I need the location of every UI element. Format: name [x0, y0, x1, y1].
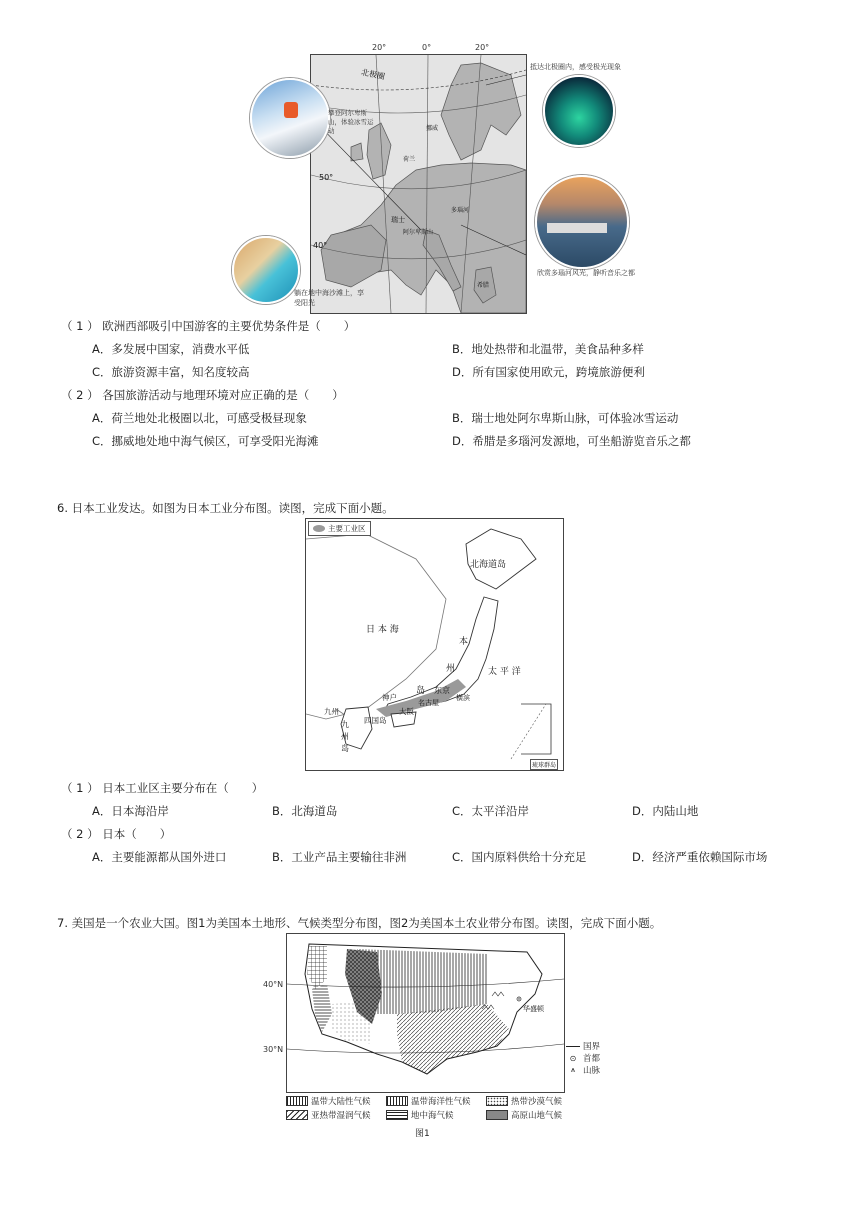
label-honshu-1: 本 [459, 637, 469, 647]
label-osaka: 大阪 [399, 707, 414, 716]
label-greece: 希腊 [477, 282, 490, 289]
side-legend-border-label: 国界 [583, 1042, 601, 1052]
usa-side-legend [566, 1040, 600, 1076]
q5-sub1-option-c[interactable]: C．旅游资源丰富，知名度较高 [92, 365, 250, 379]
label-hokkaido: 北海道岛 [470, 560, 507, 570]
legend-subtropical-label: 亚热带湿润气候 [311, 1111, 371, 1121]
label-kyushu-3: 岛 [341, 744, 349, 753]
legend-mediterranean [386, 1109, 454, 1121]
label-netherlands: 荷兰 [403, 156, 416, 163]
usa-map [286, 933, 565, 1093]
q6-sub1-option-c[interactable]: C．太平洋沿岸 [452, 804, 530, 818]
legend-continental [286, 1095, 371, 1107]
label-pacific: 太 平 洋 [488, 667, 521, 677]
europe-map [310, 54, 527, 314]
map-stamp: 琉球群岛 [530, 759, 558, 770]
lon-label-0: 0° [422, 43, 432, 52]
lat-label-40n: 40°N [263, 980, 284, 989]
label-kyushu: 九州 [324, 707, 339, 716]
q5-sub2-option-d[interactable]: D．希腊是多瑙河发源地，可坐船游览音乐之都 [452, 434, 691, 448]
label-sea-of-japan: 日 本 海 [366, 625, 399, 635]
q5-sub1-option-d[interactable]: D．所有国家使用欧元，跨境旅游便利 [452, 365, 645, 379]
beach-photo [232, 236, 300, 304]
q6-sub2-stem: （ 2 ） 日本（ ） [61, 827, 172, 841]
danube-note: 欣赏多瑙河风光，静听音乐之都 [537, 269, 635, 277]
q6-sub1-option-a[interactable]: A．日本海沿岸 [92, 804, 169, 818]
label-kyushu-1: 九 [341, 720, 349, 729]
lon-label-20w: 20° [372, 43, 387, 52]
legend-marine [386, 1095, 471, 1107]
legend-desert-label: 热带沙漠气候 [511, 1097, 563, 1107]
q5-sub1-option-a[interactable]: A．多发展中国家，消费水平低 [92, 342, 250, 356]
lon-label-20e: 20° [475, 43, 490, 52]
japan-legend [308, 521, 371, 536]
danube-photo [535, 175, 629, 269]
q6-sub1-option-b[interactable]: B．北海道岛 [272, 804, 338, 818]
ski-photo [250, 78, 330, 158]
legend-desert [486, 1095, 562, 1107]
side-legend-mountain-label: 山脉 [583, 1066, 601, 1076]
label-washington: 华盛顿 [523, 1005, 544, 1013]
label-shikoku: 四国岛 [364, 716, 387, 725]
legend-continental-label: 温带大陆性气候 [311, 1097, 371, 1107]
q6-sub2-option-b[interactable]: B．工业产品主要输往非洲 [272, 850, 407, 864]
label-switzerland: 瑞士 [391, 216, 405, 224]
q5-sub2-option-b[interactable]: B．瑞士地处阿尔卑斯山脉，可体验冰雪运动 [452, 411, 679, 425]
label-tokyo: 东京 [434, 686, 450, 695]
label-yokohama: 横滨 [456, 694, 470, 702]
legend-mediterranean-label: 地中海气候 [411, 1111, 454, 1121]
q7-stem: 7. 美国是一个农业大国。图1为美国本土地形、气候类型分布图，图2为美国本土农业带分布图。读图，完成下面小题。 [57, 916, 662, 930]
q6-sub1-stem: （ 1 ） 日本工业区主要分布在（ ） [61, 781, 264, 795]
legend-highland [486, 1109, 562, 1121]
aurora-photo [543, 75, 615, 147]
label-honshu-2: 州 [446, 664, 456, 674]
label-kyushu-2: 州 [341, 732, 349, 741]
figure-caption: 图1 [415, 1129, 430, 1139]
q6-sub1-option-d[interactable]: D．内陆山地 [632, 804, 699, 818]
label-alps: 阿尔卑斯山 [403, 229, 434, 236]
japan-map [305, 518, 564, 771]
europe-map-svg [311, 55, 526, 313]
aurora-note: 抵达北极圈内，感受极光现象 [530, 63, 621, 71]
side-legend-capital-label: 首都 [583, 1054, 601, 1064]
q6-sub2-option-d[interactable]: D．经济严重依赖国际市场 [632, 850, 768, 864]
q5-sub1-option-b[interactable]: B．地处热带和北温带，美食品种多样 [452, 342, 644, 356]
side-legend-mountain: ⩚ 山脉 [570, 1065, 601, 1076]
legend-highland-label: 高原山地气候 [511, 1111, 563, 1121]
legend-industrial-label: 主要工业区 [328, 524, 366, 533]
side-legend-border [566, 1040, 600, 1052]
q5-sub2-option-c[interactable]: C．挪威地处地中海气候区，可享受阳光海滩 [92, 434, 319, 448]
label-danube: 多瑙河 [451, 207, 470, 214]
legend-subtropical [286, 1109, 371, 1121]
label-norway: 挪威 [426, 125, 439, 132]
label-nagoya: 名古屋 [418, 699, 439, 707]
lat-label-40: 40° [313, 241, 328, 250]
lat-label-50: 50° [319, 173, 334, 182]
label-honshu-3: 岛 [416, 686, 426, 696]
ski-note: 攀登阿尔卑斯山，体验冰雪运动 [328, 109, 374, 135]
beach-note: 躺在地中海沙滩上，享受阳光 [294, 289, 364, 307]
side-legend-capital: ⊙ 首都 [569, 1053, 601, 1064]
q5-sub2-option-a[interactable]: A．荷兰地处北极圈以北，可感受极昼现象 [92, 411, 307, 425]
industrial-swatch [313, 525, 325, 532]
q6-sub2-option-a[interactable]: A．主要能源都从国外进口 [92, 850, 227, 864]
q6-sub2-option-c[interactable]: C．国内原料供给十分充足 [452, 850, 587, 864]
legend-marine-label: 温带海洋性气候 [411, 1097, 471, 1107]
lat-label-30n: 30°N [263, 1045, 284, 1054]
q5-sub1-stem: （ 1 ） 欧洲西部吸引中国游客的主要优势条件是（ ） [61, 319, 356, 333]
label-arctic-circle: 北极圈 [360, 67, 386, 82]
q5-sub2-stem: （ 2 ） 各国旅游活动与地理环境对应正确的是（ ） [61, 388, 344, 402]
label-kobe: 神户 [382, 693, 397, 702]
q6-stem: 6. 日本工业发达。如图为日本工业分布图。读图，完成下面小题。 [57, 501, 394, 515]
